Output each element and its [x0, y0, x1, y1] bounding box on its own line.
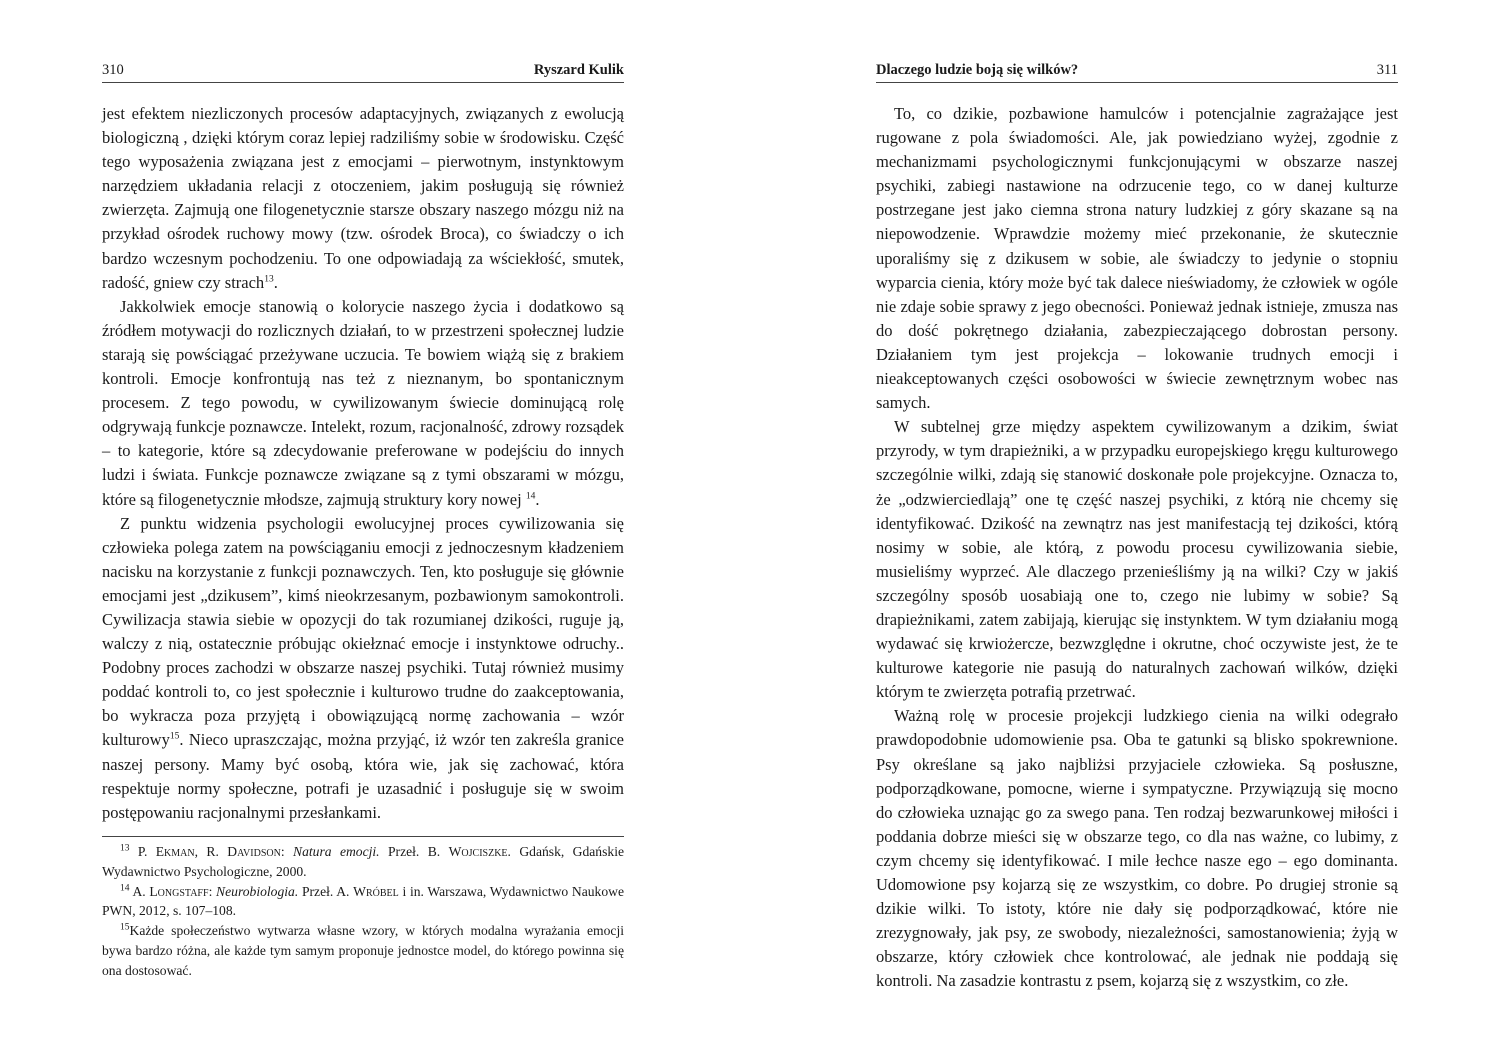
right-body-text — [876, 102, 1398, 993]
footnote-ref: 15 — [169, 731, 180, 742]
paragraph: jest efektem niezliczonych procesów adaptacyjnych, związanych z ewolucją biologiczną , dzięki którym coraz lepiej radziliśmy sobie w środowisku. Część tego wyposażenia związana jest z emocjami – pierwotnym, instynktowym narzędziem układania relacji z otoczeniem, jakim posługują się również zwierzęta. Zajmują one filogenetycznie starsze obszary naszego mózgu niż na przykład ośrodek ruchowy mowy (tzw. ośrodek Broca), co świadczy o ich bardzo wczesnym pochodzeniu. To one odpowiadają za wściekłość, smutek, radość, gniew czy strach$^{13}$. — [102, 104, 624, 292]
footnote-ref: 14 — [525, 491, 536, 501]
paragraph: Z punktu widzenia psychologii ewolucyjnej proces cywilizowania się człowieka polega zatem na powściąganiu emocji z jednoczesnym kładzeniem nacisku na korzystanie z funkcji poznawczych. Ten, kto posługuje się głównie emocjami jest „dzikusem”, kimś nieokrzesanym, pozbawionym samokontroli. Cywilizacja stawia siebie w opozycji do tak rozumianej dzikości, ruguje ją, walczy z nią, ostatecznie próbując okiełznać emocje i instynktowe odruchy.. Podobny proces zachodzi w obszarze naszej psychiki. Tutaj również musimy poddać kontroli to, co jest społecznie i kulturowo trudne do zaakceptowania, bo wykracza poza przyjętą i obowiązującą normę zachowania – wzór kulturowy$^{15}$. Nieco upraszczając, można przyjąć, iż wzór ten zakreśla granice naszej persony. Mamy być osobą, która wie, jak się zachować, która respektuje normy społeczne, potrafi je uzasadnić i posługuje się w swoim postępowaniu racjonalnymi przesłankami. — [102, 513, 624, 822]
right-running-head — [876, 58, 1398, 83]
footnote-15: $^{15}$Każde społeczeństwo wytwarza własne wzory, w których modalna wyrażania emocji bywa bardzo różna, ale każde tym samym proponuje jednostce model, do którego powinna się ona dostosować. — [102, 922, 624, 978]
footnote-14: $^{14}$ A. Longstaff: Neurobiologia. Przeł. A. Wróbel i in. Warszawa, Wydawnictwo Naukowe PWN, 2012, s. 107–108. — [102, 883, 624, 919]
paragraph: Ważną rolę w procesie projekcji ludzkiego cienia na wilki odegrało prawdopodobnie udomowienie psa. Oba te gatunki są blisko spokrewnione. Psy określane są jako najbliżsi przyjaciele człowieka. Są posłuszne, podporządkowane, pomocne, wierne i sympatyczne. Przywiązują się mocno do człowieka uznając go za swego pana. Ten rodzaj bezwarunkowej miłości i poddania dobrze mieści się w obszarze tego, co dla nas ważne, co lubimy, z czym chcemy się identyfikować. I mile łechce nasze ego – ego dominanta. Udomowione psy kojarzą się ze wszystkim, co dobre. Po drugiej stronie są dzikie wilki. To istoty, które nie dały się podporządkować, które nie zrezygnowały, jak psy, ze swobody, niezależności, samostanowienia; żyją w obszarze, który człowiek chce kontrolować, ale jednak nie poddają się kontroli. Na zasadzie kontrastu z psem, kojarzą się z wszystkim, co złe. — [876, 706, 1398, 991]
running-title-author: Ryszard Kulik — [533, 62, 624, 78]
paragraph: Jakkolwiek emocje stanowią o kolorycie naszego życia i dodatkowo są źródłem motywacji do rozlicznych działań, to w przestrzeni społecznej ludzie starają się powściągać przeżywane uczucia. Te bowiem wiążą się z brakiem kontroli. Emocje konfrontują nas też z nieznanym, bo spontanicznym procesem. Z tego powodu, w cywilizowanym świecie dominującą rolę odgrywają funkcje poznawcze. Intelekt, rozum, racjonalność, zdrowy rozsądek – to kategorie, które są zdecydowanie preferowane w podejściu do innych ludzi i świata. Funkcje poznawcze związane są z tymi obszarami w mózgu, które są filogenetycznie młodsze, zajmują struktury kory nowej $^{14}$. — [102, 296, 624, 509]
paragraph: W subtelnej grze między aspektem cywilizowanym a dzikim, świat przyrody, w tym drapieżniki, a w przypadku europejskiego kręgu kulturowego szczególnie wilki, zdają się stanowić doskonałe pole projekcyjne. Oznacza to, że „odzwierciedlają” one tę część naszej psychiki, z którą nie chcemy się identyfikować. Dzikość na zewnątrz nas jest manifestacją tej dzikości, którą nosimy w sobie, ale którą, z powodu procesu cywilizowania siebie, musieliśmy wyprzeć. Ale dlaczego przenieśliśmy ją na wilki? Czy w jakiś szczególny sposób uosabiają one to, czego nie lubimy w sobie? Są drapieżnikami, zatem zabijają, kierując się instynktem. W tym działaniu mogą wydawać się krwiożercze, bezwzględne i okrutne, choć oczywiste jest, że te kulturowe kategorie nie pasują do naturalnych zachowań wilków, dzięki którym te zwierzęta potrafią przetrwać. — [876, 417, 1398, 702]
footnote-divider — [102, 836, 624, 837]
page-number: 310 — [102, 62, 124, 78]
left-running-head — [102, 58, 624, 83]
paragraph: To, co dzikie, pozbawione hamulców i potencjalnie zagrażające jest rugowane z pola świadomości. Ale, jak powiedziano wyżej, zgodnie z mechanizmami psychologicznymi funkcjonującymi w obszarze naszej psychiki, zabiegi nastawione na odrzucenie tego, co w danej kulturze postrzegane jest jako ciemna strona natury ludzkiej z góry skazane są na niepowodzenie. Wprawdzie możemy mieć przekonanie, że skutecznie uporaliśmy się z dzikusem w sobie, ale świadczy to jedynie o stopniu wyparcia cienia, który może być tak dalece nieświadomy, że człowiek w ogóle nie zdaje sobie sprawy z jego obecności. Ponieważ jednak istnieje, zmusza nas do dość pokrętnego działania, zabezpieczającego dobrostan persony. Działaniem tym jest projekcja – lokowanie trudnych emocji i nieakceptowanych części osobowości w świecie zewnętrznym wobec nas samych. — [876, 104, 1398, 413]
left-body-text — [102, 102, 624, 825]
page-number: 311 — [1376, 62, 1398, 78]
footnote-ref: 13 — [264, 274, 274, 285]
running-title-chapter: Dlaczego ludzie boją się wilków? — [876, 62, 1079, 78]
footnote-13: $^{13}$ P. Ekman, R. Davidson: Natura emocji. Przeł. B. Wojciszke. Gdańsk, Gdańskie Wydawnictwo Psychologiczne, 2000. — [102, 843, 624, 879]
footnotes — [102, 842, 624, 981]
